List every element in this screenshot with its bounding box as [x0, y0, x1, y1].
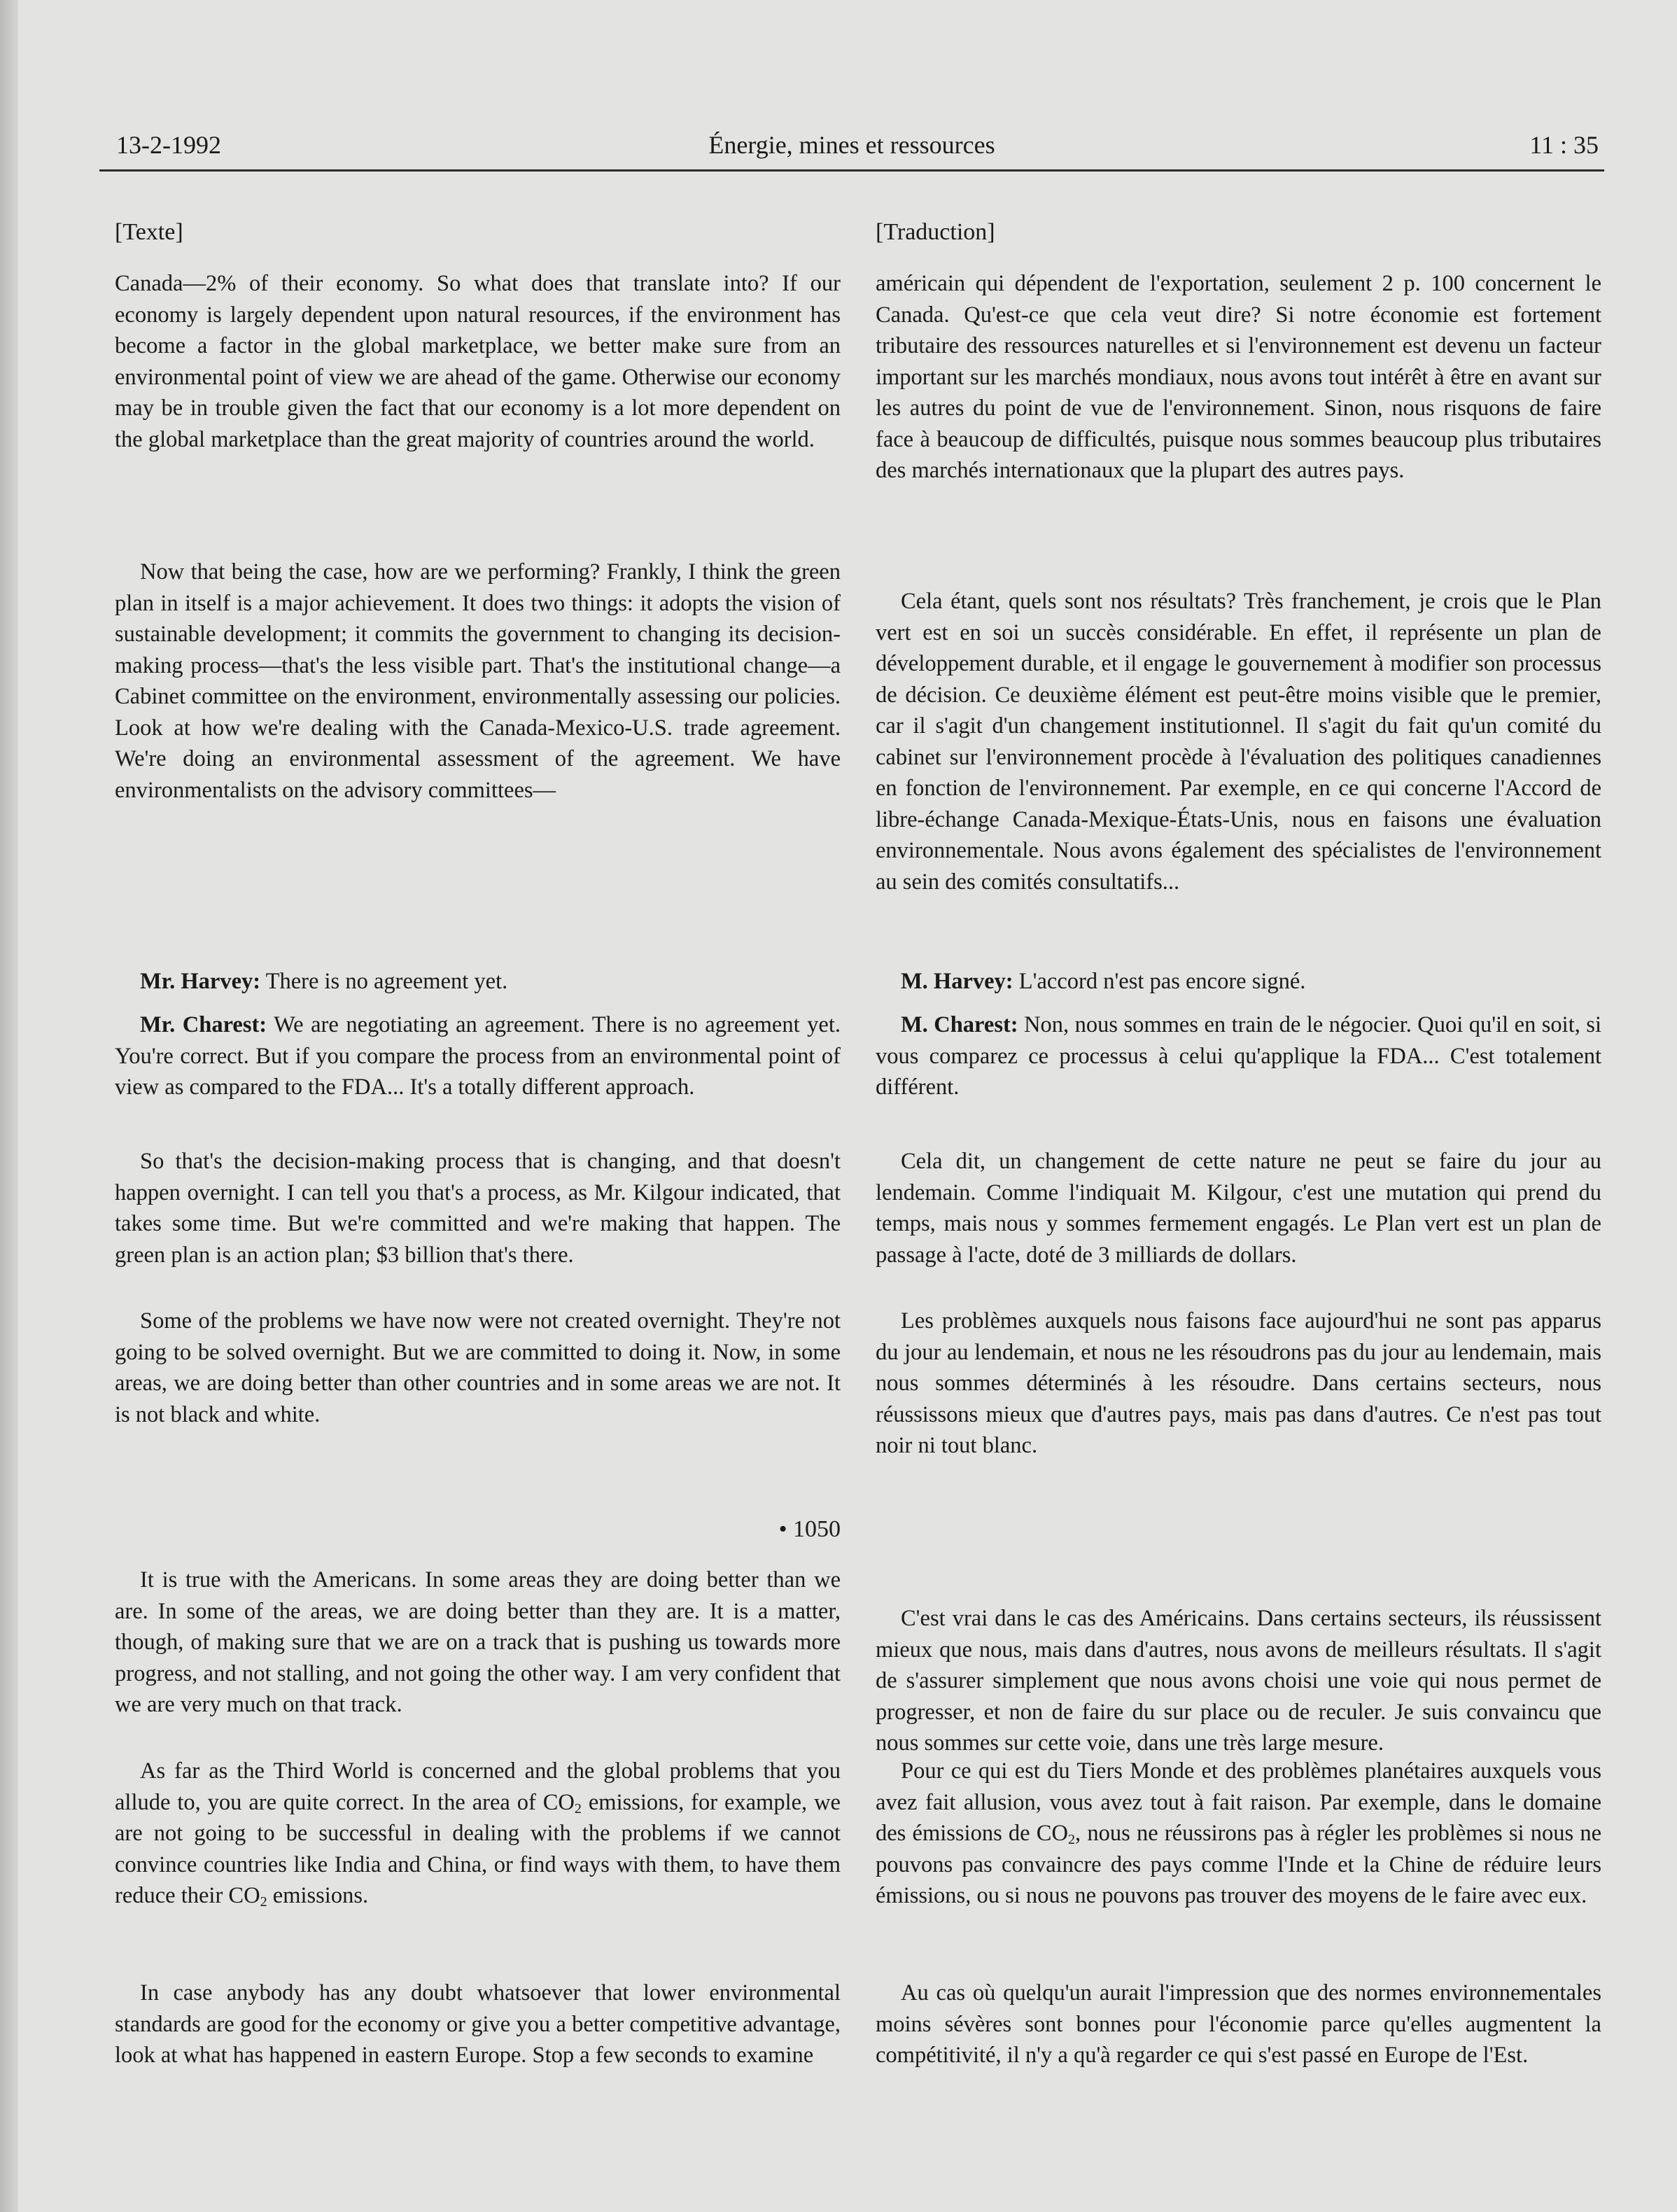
subscript: 2: [260, 1894, 267, 1910]
paragraph-text: Pour ce qui est du Tiers Monde et des problèmes planétaires auxquels vous avez fait allusion, vous avez tout à fait raison. Par exemple, dans le domaine des émissions de CO: [876, 1758, 1601, 1846]
paragraph: [115, 1146, 841, 1270]
speaker-name: M. Harvey:: [901, 969, 1013, 994]
paragraph: [115, 1306, 841, 1430]
speaker-paragraph: [115, 1009, 841, 1103]
paragraph: [876, 1756, 1601, 1912]
timestamp: • 1050: [778, 1516, 841, 1542]
text-label: [Texte]: [115, 219, 183, 245]
paragraph-text: Au cas où quelqu'un aurait l'impression que des normes environnementales moins sévères sont bonnes pour l'économie parce qu'elles augmentent la compétitivité, il n'y a qu'à regarder ce qui s'est passé en Europe de l'Est.: [876, 1980, 1601, 2068]
paragraph-text: américain qui dépendent de l'exportation, seulement 2 p. 100 concernent le Canada. Qu'est-ce que cela veut dire? Si notre économie est fortement tributaire des ressources naturelles et si l'environnement est devenu un facteur important sur les marchés mondiaux, nous avons tout intérêt à être en avant sur les autres du point de vue de l'environnement. Sinon, nous risquons de faire face à beaucoup de difficultés, puisque nous sommes beaucoup plus tributaires des marchés internationaux que la plupart des autres pays.: [876, 271, 1601, 483]
paragraph-text: It is true with the Americans. In some areas they are doing better than we are. In some of the areas, we are doing better than they are. It is a matter, though, of making sure that we are on a track that is pushing us towards more progress, and not stalling, and not going the other way. I am very confident that we are very much on that track.: [115, 1567, 841, 1717]
speaker-paragraph: [115, 966, 841, 997]
paragraph-text: Now that being the case, how are we performing? Frankly, I think the green plan in itself is a major achievement. It does two things: it adopts the vision of sustainable development; it commits the government to changing its decision-making process—that's the less visible part. That's the institutional change—a Cabinet committee on the environment, environmentally assessing our policies. Look at how we're dealing with the Canada-Mexico-U.S. trade agreement. We're doing an environmental assessment of the agreement. We have environmentalists on the advisory committees—: [115, 559, 841, 803]
speaker-text: We are negotiating an agreement. There is no agreement yet. You're correct. But if you compare the process from an environmental point of view as compared to the FDA... It's a totally different approach.: [115, 1012, 841, 1100]
paragraph: [115, 1756, 841, 1912]
speaker-text: L'accord n'est pas encore signé.: [1013, 969, 1306, 994]
subscript: 2: [1067, 1832, 1076, 1848]
speaker-name: M. Charest:: [901, 1012, 1018, 1037]
paragraph-text: Canada—2% of their economy. So what does that translate into? If our economy is largely dependent upon natural resources, if the environment has become a factor in the global marketplace, we better make sure from an environmental point of view we are ahead of the game. Otherwise our economy may be in trouble given the fact that our economy is a lot more dependent on the global marketplace than the great majority of countries around the world.: [115, 271, 841, 452]
paragraph: [115, 556, 841, 806]
paragraph: [115, 268, 841, 455]
page-header: [99, 126, 1604, 172]
paragraph: [876, 586, 1601, 897]
paragraph-text: C'est vrai dans le cas des Américains. Dans certains secteurs, ils réussissent mieux que nous, mais dans d'autres, nous avons de meilleurs résultats. Il s'agit de s'assurer simplement que nous avons choisi une voie qui nous permet de progresser, et non de faire du sur place ou de reculer. Je suis convaincu que nous sommes sur cette voie, dans une très large mesure.: [876, 1606, 1601, 1756]
paragraph: [115, 1564, 841, 1721]
paragraph-text: As far as the Third World is concerned and the global problems that you allude to, you are quite correct. In the area of CO: [115, 1758, 841, 1815]
paragraph-text: emissions, for example, we are not going to be successful in dealing with the problems if we cannot convince countries like India and China, or find ways with them, to have them reduce their CO: [115, 1789, 841, 1908]
paragraph: [876, 1146, 1601, 1270]
subscript: 2: [574, 1800, 582, 1816]
translation-label: [Traduction]: [876, 219, 995, 245]
paragraph-text: Cela étant, quels sont nos résultats? Très franchement, je crois que le Plan vert est en soi un succès considérable. En effet, il représente un plan de développement durable, et il engage le gouvernement à modifier son processus de décision. Ce deuxième élément est peut-être moins visible que le premier, car il s'agit d'un changement institutionnel. Il s'agit du fait qu'un comité du cabinet sur l'environnement procède à l'évaluation des politiques canadiennes en fonction de l'environnement. Par exemple, en ce qui concerne l'Accord de libre-échange Canada-Mexique-États-Unis, nous en faisons une évaluation environnementale. Nous avons également des spécialistes de l'environnement au sein des comités consultatifs...: [876, 589, 1601, 895]
speaker-name: Mr. Harvey:: [140, 969, 261, 994]
speaker-text: Non, nous sommes en train de le négocier. Quoi qu'il en soit, si vous comparez ce processus à celui qu'applique la FDA... C'est totalement différent.: [876, 1012, 1601, 1100]
paragraph-text: emissions.: [267, 1883, 369, 1908]
paragraph-text: Some of the problems we have now were not created overnight. They're not going to be solved overnight. But we are committed to doing it. Now, in some areas, we are doing better than other countries and in some areas we are not. It is not black and white.: [115, 1308, 841, 1427]
header-date: 13-2-1992: [116, 131, 221, 159]
paragraph: [876, 1977, 1601, 2071]
book-spine: [0, 0, 18, 2212]
header-page-number: 11 : 35: [1529, 131, 1599, 159]
paragraph-text: Les problèmes auxquels nous faisons face aujourd'hui ne sont pas apparus du jour au lendemain, et nous ne les résoudrons pas du jour au lendemain, mais nous sommes déterminés à les résoudre. Dans certains secteurs, nous réussissons mieux que d'autres pays, mais pas dans d'autres. Ce n'est pas tout noir ni tout blanc.: [876, 1308, 1601, 1458]
paragraph-text: Cela dit, un changement de cette nature ne peut se faire du jour au lendemain. Comme l'indiquait M. Kilgour, c'est une mutation qui prend du temps, mais nous y sommes fermement engagés. Le Plan vert est un plan de passage à l'acte, doté de 3 milliards de dollars.: [876, 1149, 1601, 1268]
paragraph-text: , nous ne réussirons pas à régler les problèmes si nous ne pouvons pas convaincre des pays comme l'Inde et la Chine de réduire leurs émissions, ou si nous ne pouvons pas trouver des moyens de le faire avec eux.: [876, 1821, 1602, 1908]
speaker-text: There is no agreement yet.: [260, 969, 508, 994]
speaker-name: Mr. Charest:: [140, 1012, 267, 1037]
speaker-paragraph: [876, 966, 1601, 997]
paragraph-text: So that's the decision-making process that is changing, and that doesn't happen overnight. I can tell you that's a process, as Mr. Kilgour indicated, that takes some time. But we're committed and we're making that happen. The green plan is an action plan; $3 billion that's there.: [115, 1149, 841, 1268]
header-title: Énergie, mines et ressources: [708, 131, 995, 159]
paragraph: [115, 1977, 841, 2071]
paragraph-text: In case anybody has any doubt whatsoever that lower environmental standards are good for the economy or give you a better competitive advantage, look at what has happened in eastern Europe. Stop a few seconds to examine: [115, 1980, 841, 2068]
paragraph: [876, 1306, 1601, 1462]
paragraph: [876, 268, 1601, 486]
speaker-paragraph: [876, 1009, 1601, 1103]
paragraph: [876, 1603, 1601, 1759]
